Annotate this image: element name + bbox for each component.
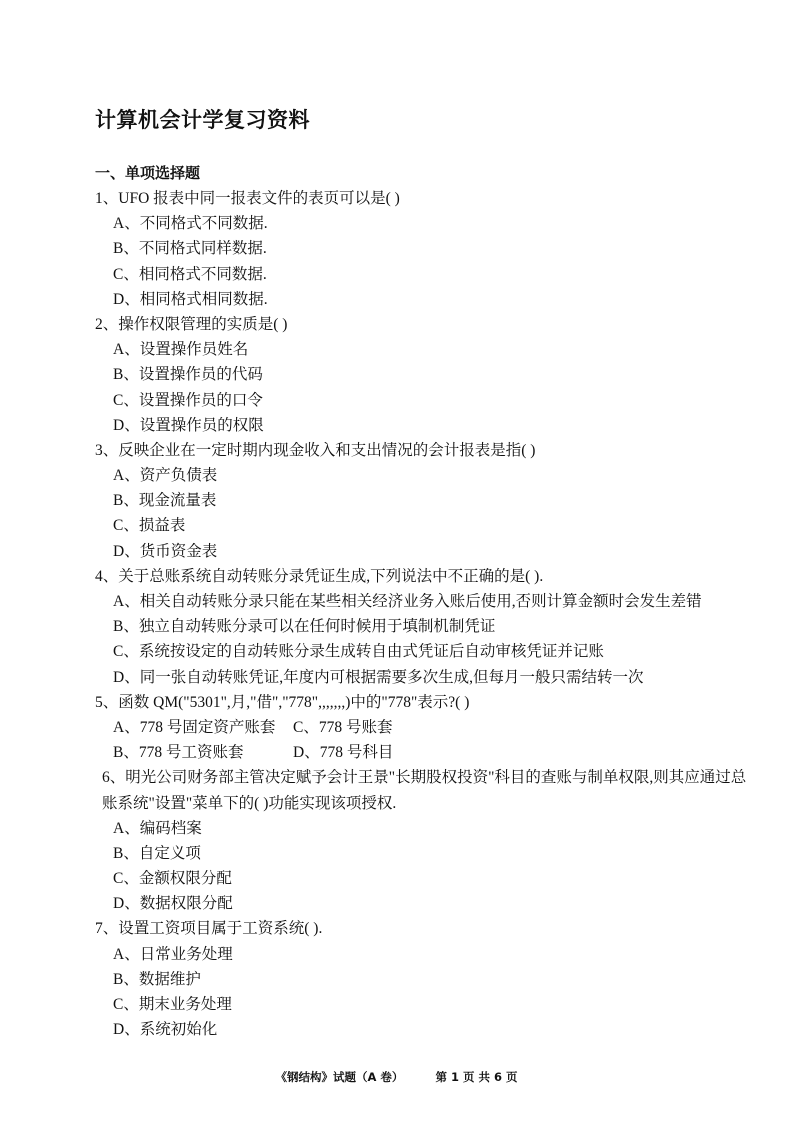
question-option: D、设置操作员的权限: [113, 416, 264, 434]
question-option: B、设置操作员的代码: [113, 366, 263, 384]
question-option: C、设置操作员的口令: [113, 391, 263, 409]
question-option: A、资产负债表: [113, 467, 218, 485]
question-option: D、相同格式相同数据.: [113, 290, 268, 308]
question-option: B、不同格式同样数据.: [113, 240, 267, 258]
question-option: B、独立自动转账分录可以在任何时候用于填制机制凭证: [113, 618, 496, 636]
question-stem: 1、UFO 报表中同一报表文件的表页可以是( ): [95, 190, 400, 207]
question-option: D、货币资金表: [113, 542, 218, 560]
question-option: A、日常业务处理: [113, 945, 233, 963]
question-option: D、778 号科目: [293, 744, 394, 762]
page-footer: [0, 1069, 793, 1085]
option-row: [95, 715, 755, 740]
question-option: C、系统按设定的自动转账分录生成转自由式凭证后自动审核凭证并记账: [113, 643, 604, 661]
option-row: [95, 740, 755, 765]
exam-name: 《钢结构》试题（A 卷）: [275, 1070, 404, 1084]
question-option: A、设置操作员姓名: [113, 341, 249, 359]
question-option: B、现金流量表: [113, 492, 217, 510]
question-option: A、778 号固定资产账套: [113, 718, 276, 736]
question-option: B、数据维护: [113, 970, 201, 988]
question-option: D、同一张自动转账凭证,年度内可根据需要多次生成,但每月一般只需结转一次: [113, 668, 644, 686]
page-title: 计算机会计学复习资料: [95, 108, 310, 132]
question-stem: 3、反映企业在一定时期内现金收入和支出情况的会计报表是指( ): [95, 441, 536, 459]
question-option: C、金额权限分配: [113, 870, 232, 888]
question-stem: 4、关于总账系统自动转账分录凭证生成,下列说法中不正确的是( ).: [95, 567, 544, 585]
question-option: C、778 号账套: [293, 718, 393, 736]
question-option: C、期末业务处理: [113, 996, 232, 1014]
page-number: 第 1 页 共 6 页: [435, 1070, 518, 1084]
question-stem: 5、函数 QM("5301",月,"借","778",,,,,,,)中的"778"表示?( ): [95, 693, 470, 711]
question-option: D、系统初始化: [113, 1021, 218, 1039]
question-list: [95, 186, 755, 1042]
question-option: B、778 号工资账套: [113, 744, 244, 762]
section-heading: 一、单项选择题: [95, 164, 201, 182]
question-option: A、相关自动转账分录只能在某些相关经济业务入账后使用,否则计算金额时会发生差错: [113, 593, 702, 610]
question-option: C、损益表: [113, 517, 186, 535]
question-stem: 2、操作权限管理的实质是( ): [95, 315, 288, 333]
question-option: A、编码档案: [113, 819, 202, 837]
question-option: D、数据权限分配: [113, 895, 233, 913]
question-stem: 6、明光公司财务部主管决定赋予会计王景"长期股权投资"科目的查账与制单权限,则其应通过总账系统"设置"菜单下的( )功能实现该项授权.: [102, 769, 747, 812]
question-option: C、相同格式不同数据.: [113, 265, 267, 283]
question-option: A、不同格式不同数据.: [113, 215, 268, 233]
question-option: B、自定义项: [113, 844, 201, 862]
question-stem: 7、设置工资项目属于工资系统( ).: [95, 920, 323, 938]
